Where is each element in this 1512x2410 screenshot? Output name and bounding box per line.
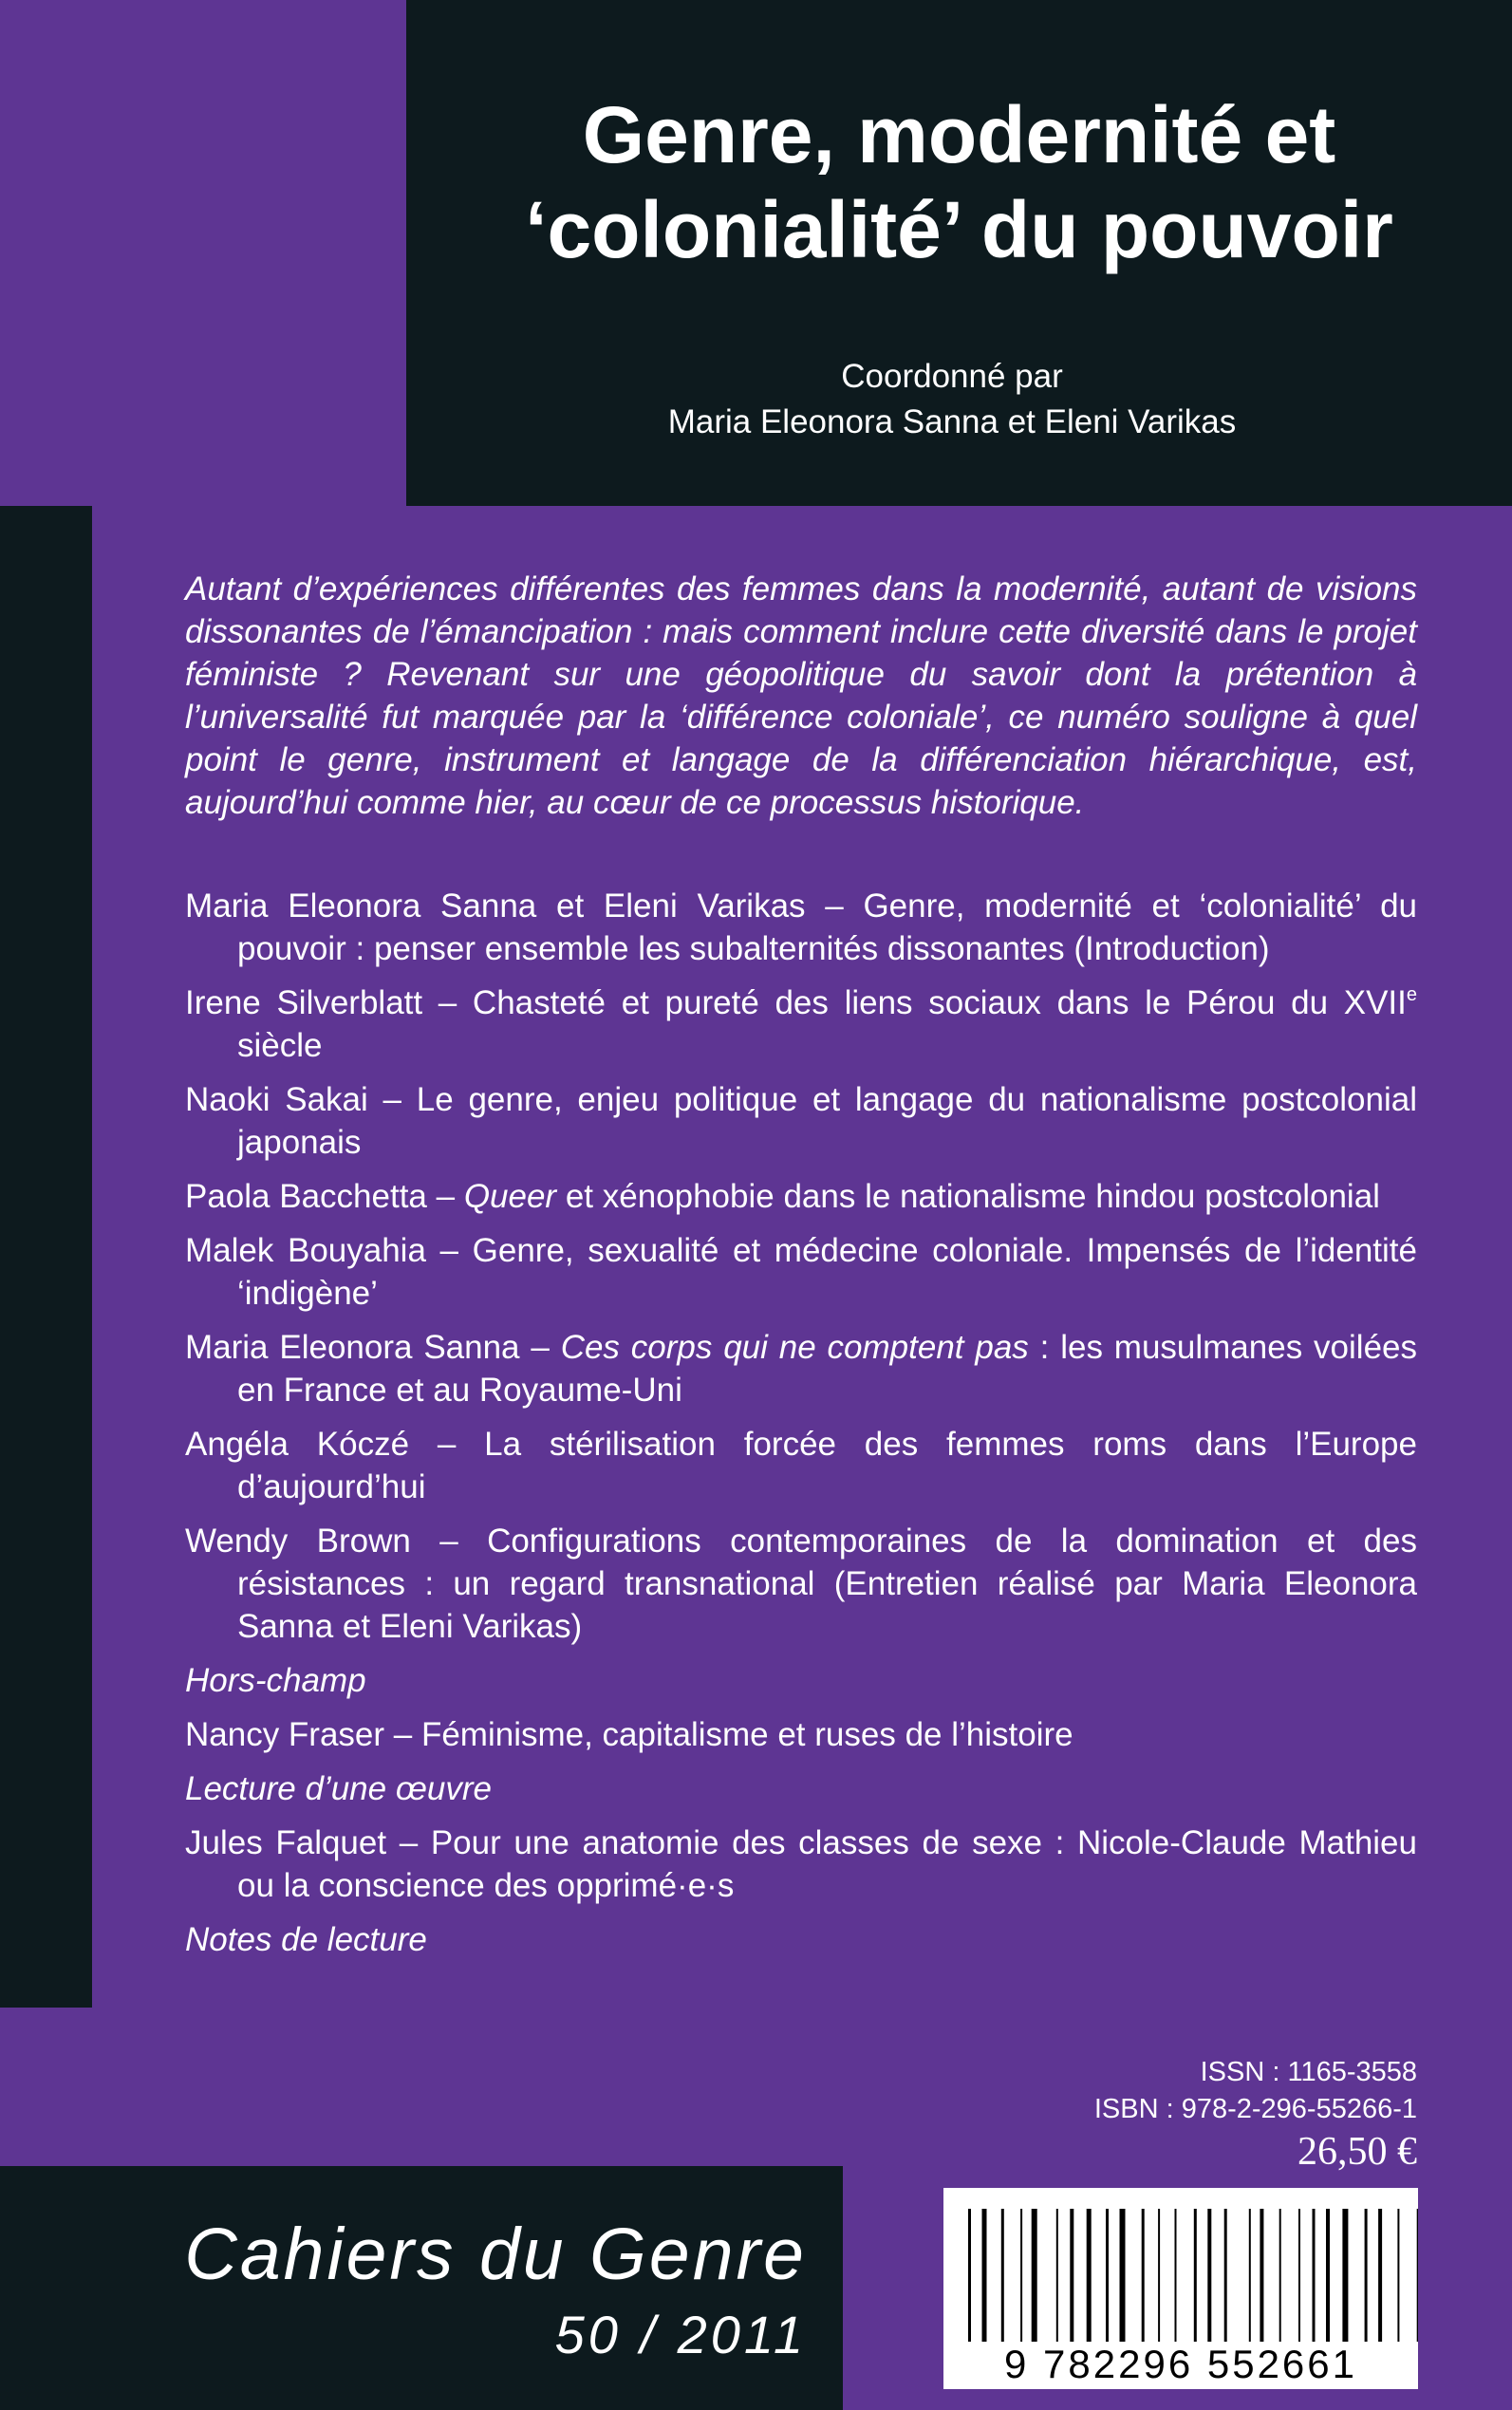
toc-entry: Jules Falquet – Pour une anatomie des classes de sexe : Nicole-Claude Mathieu ou la conscience des opprimé·e·s xyxy=(185,1824,1417,1904)
barcode-bar xyxy=(1326,2209,1330,2342)
issn: ISSN : 1165-3558 xyxy=(1200,2057,1417,2087)
journal-title: Cahiers du Genre xyxy=(184,2214,807,2295)
barcode-bar xyxy=(1365,2209,1368,2342)
toc-entry-part: Ces corps qui ne comptent pas xyxy=(560,1329,1029,1366)
toc-entry-part: : les musulmanes voilées en France et au Royaume-Uni xyxy=(237,1329,1417,1409)
toc-entry xyxy=(185,1175,1417,1218)
toc-entry xyxy=(185,981,1417,1067)
toc-entry-part: Paola Bacchetta – xyxy=(185,1178,464,1215)
barcode-bar xyxy=(1417,2209,1418,2342)
barcode-bar xyxy=(1313,2209,1316,2342)
barcode-bar xyxy=(982,2209,987,2342)
toc-entry-part: e xyxy=(1406,984,1417,1005)
toc-entry: Maria Eleonora Sanna et Eleni Varikas – Genre, modernité et ‘colonialité’ du pouvoir : penser ensemble les subalternités dissonantes (Introduction) xyxy=(185,887,1417,967)
toc-entry: Nancy Fraser – Féminisme, capitalisme et ruses de l’histoire xyxy=(185,1716,1073,1753)
toc-entry-part: Queer xyxy=(463,1178,557,1215)
book-title xyxy=(406,87,1512,277)
barcode-bar xyxy=(1207,2209,1211,2342)
barcode-bar xyxy=(1020,2209,1022,2342)
barcode-bar xyxy=(1070,2209,1073,2342)
barcode-bar xyxy=(1342,2209,1348,2342)
barcode-bar xyxy=(1056,2209,1058,2342)
isbn: ISBN : 978-2-296-55266-1 xyxy=(1093,2094,1417,2124)
barcode-digits: 9 782296 552661 xyxy=(1004,2342,1357,2386)
section-heading: Notes de lecture xyxy=(185,1921,427,1958)
barcode-bar xyxy=(1397,2209,1399,2342)
barcode-bar xyxy=(1106,2209,1109,2342)
barcode-bar xyxy=(1142,2209,1145,2342)
journal-name-block xyxy=(85,2212,807,2369)
table-of-contents xyxy=(185,885,1417,1972)
barcode-bar xyxy=(1194,2209,1197,2342)
abstract: Autant d’expériences différentes des femmes dans la modernité, autant de visions dissonantes de l’émancipation : mais comment inclure cette diversité dans le projet féministe ? Revenant sur une géopolitique du savoir dont la prétention à l’universalité fut marquée par la ‘différence coloniale’, ce numéro souligne à quel point le genre, instrument et langage de la différenciation hiérarchique, est, aujourd’hui comme hier, au cœur de ce processus historique. xyxy=(185,570,1417,821)
barcode-icon xyxy=(943,2188,1418,2389)
toc-entry-part: Maria Eleonora Sanna – xyxy=(185,1329,561,1366)
toc-entry: Angéla Kóczé – La stérilisation forcée des femmes roms dans l’Europe d’aujourd’hui xyxy=(185,1426,1417,1505)
coordination xyxy=(406,354,1498,445)
barcode-bar xyxy=(1158,2209,1160,2342)
barcode-bar xyxy=(1378,2209,1382,2342)
journal-issue: 50 / 2011 xyxy=(554,2305,807,2364)
left-dark-strip xyxy=(0,506,92,2008)
barcode-bar xyxy=(1224,2209,1227,2342)
barcode-bar xyxy=(1001,2209,1004,2342)
barcode-bar xyxy=(1260,2209,1263,2342)
title-line-1: Genre, modernité et xyxy=(582,90,1336,179)
barcode-box xyxy=(943,2188,1418,2389)
barcode-bar xyxy=(1087,2209,1092,2342)
publication-meta xyxy=(1044,2054,1417,2176)
section-heading: Lecture d’une œuvre xyxy=(185,1770,492,1807)
barcode-bar xyxy=(1032,2209,1037,2342)
barcode-bar xyxy=(1279,2209,1281,2342)
toc-entry-part: siècle xyxy=(237,1027,323,1064)
coord-label: Coordonné par xyxy=(841,358,1063,395)
toc-entry xyxy=(185,1326,1417,1411)
barcode-bar xyxy=(1298,2209,1300,2342)
price: 26,50 € xyxy=(1297,2130,1417,2174)
toc-entry: Naoki Sakai – Le genre, enjeu politique et langage du nationalisme postcolonial japonais xyxy=(185,1081,1417,1161)
barcode-bar xyxy=(968,2209,971,2342)
editors: Maria Eleonora Sanna et Eleni Varikas xyxy=(667,403,1237,440)
barcode-bar xyxy=(1175,2209,1177,2342)
title-line-2: ‘colonialité’ du pouvoir xyxy=(525,185,1393,274)
barcode-bar xyxy=(1120,2209,1126,2342)
toc-entry: Malek Bouyahia – Genre, sexualité et médecine coloniale. Impensés de l’identité ‘indigène’ xyxy=(185,1232,1417,1312)
toc-entry: Wendy Brown – Configurations contemporaines de la domination et des résistances : un regard transnational (Entretien réalisé par Maria Eleonora Sanna et Eleni Varikas) xyxy=(185,1523,1417,1645)
toc-entry-part: Irene Silverblatt – Chasteté et pureté des liens sociaux dans le Pérou du XVII xyxy=(185,984,1407,1021)
barcode-bar xyxy=(1249,2209,1251,2342)
section-heading: Hors-champ xyxy=(185,1662,366,1699)
toc-entry-part: et xénophobie dans le nationalisme hindou postcolonial xyxy=(556,1178,1380,1215)
